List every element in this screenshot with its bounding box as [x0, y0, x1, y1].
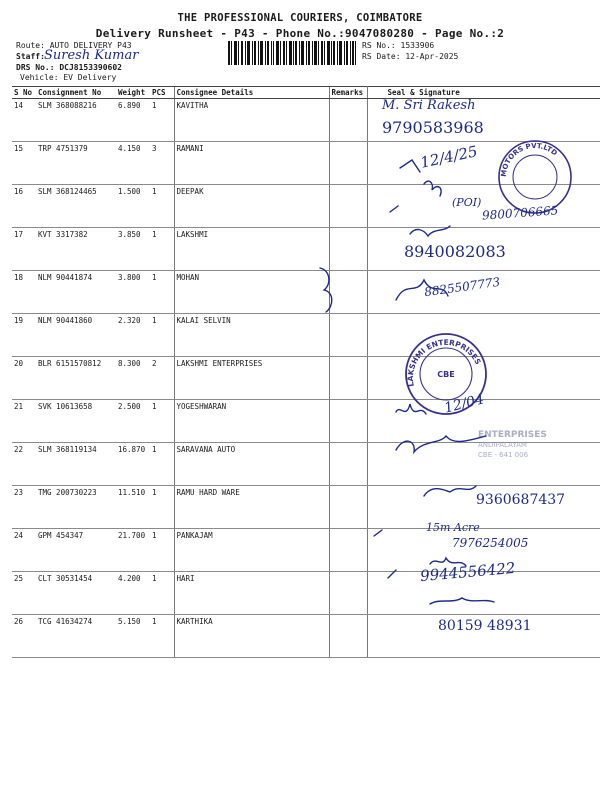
signature-mark	[320, 268, 332, 312]
cell-consignment: SLM 368088216	[36, 99, 116, 142]
cell-sno: 19	[12, 314, 36, 357]
handwritten-name: M. Sri Rakesh	[382, 98, 476, 113]
cell-consignment: TMG 200730223	[36, 486, 116, 529]
cell-consignee: SARAVANA AUTO	[174, 443, 329, 486]
cell-consignment: NLM 90441874	[36, 271, 116, 314]
rs-date: RS Date: 12-Apr-2025	[362, 52, 459, 61]
handwritten-phone: 8940082083	[404, 242, 506, 261]
cell-consignee: YOGESHWARAN	[174, 400, 329, 443]
signature-mark	[400, 160, 420, 172]
col-header-weight: Weight	[116, 87, 150, 99]
cell-sno: 17	[12, 228, 36, 271]
cell-consignee: HARI	[174, 572, 329, 615]
lakshmi-stamp-text: LAKSHMI ENTERPRISES	[405, 337, 483, 388]
route-label: Route: AUTO DELIVERY P43	[16, 41, 132, 50]
handwritten-note: 15m Acre	[426, 521, 480, 534]
signature-mark	[430, 558, 466, 566]
faded-stamp-line2: ANDIPALAYAM	[478, 441, 527, 449]
col-header-seal: Seal & Signature	[367, 87, 600, 99]
cell-consignment: SLM 368119134	[36, 443, 116, 486]
cell-weight: 16.870	[116, 443, 150, 486]
cell-pcs: 3	[150, 142, 174, 185]
cell-weight: 3.800	[116, 271, 150, 314]
cell-sno: 14	[12, 99, 36, 142]
cell-weight: 3.850	[116, 228, 150, 271]
cell-sno: 15	[12, 142, 36, 185]
cell-weight: 6.890	[116, 99, 150, 142]
signature-mark	[396, 436, 486, 452]
handwritten-date: 12/04	[442, 391, 486, 417]
signature-mark	[388, 570, 396, 578]
drs-number: DRS No.: DCJ8153390602	[16, 63, 122, 72]
handwritten-phone: 9360687437	[476, 492, 566, 508]
cell-sno: 26	[12, 615, 36, 658]
cell-weight: 11.510	[116, 486, 150, 529]
faded-stamp-line3: CBE - 641 006	[478, 451, 529, 459]
cell-sno: 24	[12, 529, 36, 572]
signature-mark	[374, 530, 382, 536]
cell-sno: 20	[12, 357, 36, 400]
lakshmi-stamp-center: CBE	[437, 370, 455, 379]
cell-consignee: KAVITHA	[174, 99, 329, 142]
cell-pcs: 1	[150, 185, 174, 228]
cell-pcs: 1	[150, 615, 174, 658]
cell-weight: 2.320	[116, 314, 150, 357]
col-header-remarks: Remarks	[329, 87, 367, 99]
signature-mark	[410, 226, 450, 236]
cell-sno: 23	[12, 486, 36, 529]
col-header-sno: S No	[12, 87, 36, 99]
handwritten-phone: 9944556422	[419, 558, 517, 586]
runsheet-subtitle: Delivery Runsheet - P43 - Phone No.:9047080280 - Page No.:2	[95, 27, 505, 40]
cell-consignment: GPM 454347	[36, 529, 116, 572]
vehicle-label: Vehicle: EV Delivery	[20, 73, 117, 82]
signature-mark	[396, 404, 426, 414]
cell-pcs: 1	[150, 486, 174, 529]
handwritten-date: 12/4/25	[418, 142, 480, 172]
cell-sno: 21	[12, 400, 36, 443]
col-header-consignment: Consignment No	[36, 87, 116, 99]
cell-pcs: 1	[150, 99, 174, 142]
cell-consignment: BLR 6151570812	[36, 357, 116, 400]
cell-weight: 8.300	[116, 357, 150, 400]
cell-weight: 2.500	[116, 400, 150, 443]
cell-consignment: SLM 368124465	[36, 185, 116, 228]
cell-consignment: TCG 41634274	[36, 615, 116, 658]
staff-label: Staff:	[16, 52, 45, 61]
handwritten-phone: 80159 48931	[438, 618, 532, 634]
cell-pcs: 2	[150, 357, 174, 400]
cell-consignee: LAKSHMI	[174, 228, 329, 271]
cell-consignee: LAKSHMI ENTERPRISES	[174, 357, 329, 400]
cell-consignment: KVT 3317382	[36, 228, 116, 271]
staff-signature: Suresh Kumar	[44, 48, 139, 63]
cell-pcs: 1	[150, 228, 174, 271]
cell-pcs: 1	[150, 572, 174, 615]
motors-stamp-text: MOTORS PVT.LTD	[499, 141, 559, 178]
signature-mark	[396, 280, 448, 300]
cell-consignment: SVK 10613658	[36, 400, 116, 443]
cell-consignment: NLM 90441860	[36, 314, 116, 357]
handwritten-phone: 9800706665	[481, 203, 559, 223]
signature-mark	[424, 486, 476, 496]
cell-pcs: 1	[150, 271, 174, 314]
cell-sno: 18	[12, 271, 36, 314]
cell-consignment: TRP 4751379	[36, 142, 116, 185]
col-header-consignee: Consignee Details	[174, 87, 329, 99]
handwritten-note: (POI)	[452, 196, 482, 209]
cell-consignee: PANKAJAM	[174, 529, 329, 572]
rs-number: RS No.: 1533906	[362, 41, 435, 50]
cell-weight: 5.150	[116, 615, 150, 658]
cell-weight: 21.700	[116, 529, 150, 572]
cell-weight: 4.150	[116, 142, 150, 185]
cell-sno: 25	[12, 572, 36, 615]
cell-consignee: RAMU HARD WARE	[174, 486, 329, 529]
runsheet-title: THE PROFESSIONAL COURIERS, COIMBATORE	[177, 12, 423, 24]
cell-consignee: KALAI SELVIN	[174, 314, 329, 357]
handwritten-phone: 9790583968	[382, 118, 484, 137]
handwritten-phone: 7976254005	[452, 536, 529, 550]
cell-pcs: 1	[150, 400, 174, 443]
col-header-pcs: PCS	[150, 87, 174, 99]
cell-consignee: KARTHIKA	[174, 615, 329, 658]
cell-weight: 4.200	[116, 572, 150, 615]
cell-consignee: MOHAN	[174, 271, 329, 314]
signature-mark	[390, 206, 398, 212]
signature-mark	[430, 598, 494, 604]
cell-consignee: RAMANI	[174, 142, 329, 185]
cell-pcs: 1	[150, 314, 174, 357]
cell-sno: 16	[12, 185, 36, 228]
cell-sno: 22	[12, 443, 36, 486]
cell-consignment: CLT 30531454	[36, 572, 116, 615]
handwritten-phone: 8825507773	[423, 274, 501, 300]
cell-consignee: DEEPAK	[174, 185, 329, 228]
cell-weight: 1.500	[116, 185, 150, 228]
cell-pcs: 1	[150, 443, 174, 486]
cell-pcs: 1	[150, 529, 174, 572]
faded-stamp-line1: ENTERPRISES	[478, 430, 547, 440]
signature-mark	[424, 181, 441, 196]
